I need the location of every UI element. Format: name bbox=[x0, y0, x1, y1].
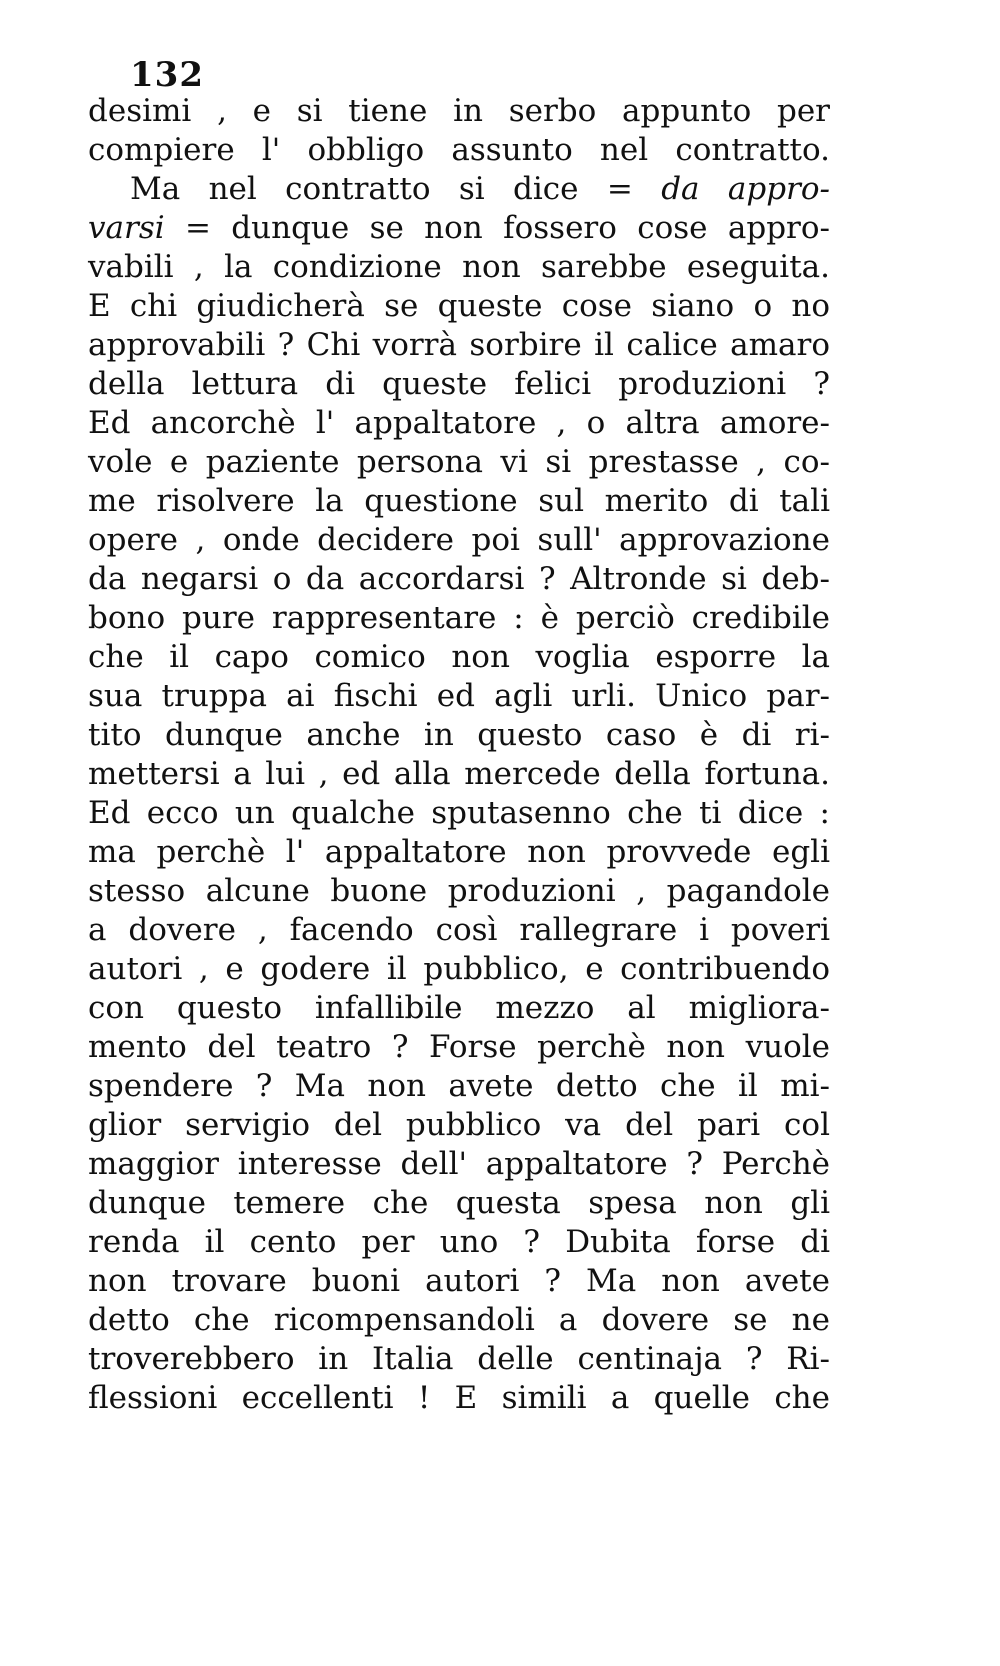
text-line: flessioni eccellenti ! E simili a quelle che bbox=[88, 1380, 830, 1416]
italic-phrase: da appro- bbox=[661, 171, 830, 207]
text-line: con questo infallibile mezzo al migliora- bbox=[88, 990, 830, 1026]
text-line: Ed ecco un qualche sputasenno che ti dice : bbox=[88, 795, 830, 831]
text-line: Ed ancorchè l' appaltatore , o altra amore- bbox=[88, 405, 830, 441]
text-line: me risolvere la questione sul merito di tali bbox=[88, 483, 830, 519]
text-line: mento del teatro ? Forse perchè non vuole bbox=[88, 1029, 830, 1065]
text-line: tito dunque anche in questo caso è di ri- bbox=[88, 717, 830, 753]
text-line: bono pure rappresentare : è perciò credibile bbox=[88, 600, 830, 636]
text-line: ma perchè l' appaltatore non provvede egli bbox=[88, 834, 830, 870]
text-line: approvabili ? Chi vorrà sorbire il calice amaro bbox=[88, 327, 830, 363]
text-line: che il capo comico non voglia esporre la bbox=[88, 639, 830, 675]
text-line: vole e paziente persona vi si prestasse , co- bbox=[88, 444, 830, 480]
text-line: dunque temere che questa spesa non gli bbox=[88, 1185, 830, 1221]
italic-phrase: varsi bbox=[88, 210, 165, 246]
text-line: Ma nel contratto si dice = da appro- bbox=[130, 171, 830, 207]
text-line: da negarsi o da accordarsi ? Altronde si deb- bbox=[88, 561, 830, 597]
text-line: opere , onde decidere poi sull' approvazione bbox=[88, 522, 830, 558]
text-line: glior servigio del pubblico va del pari col bbox=[88, 1107, 830, 1143]
text-line: autori , e godere il pubblico, e contribuendo bbox=[88, 951, 830, 987]
text-line: E chi giudicherà se queste cose siano o no bbox=[88, 288, 830, 324]
body-text bbox=[88, 92, 830, 1418]
page-number: 132 bbox=[130, 55, 204, 95]
text-line: spendere ? Ma non avete detto che il mi- bbox=[88, 1068, 830, 1104]
text-line: compiere l' obbligo assunto nel contratto. bbox=[88, 132, 830, 168]
text-line: sua truppa ai fischi ed agli urli. Unico par- bbox=[88, 678, 830, 714]
text-line: maggior interesse dell' appaltatore ? Perchè bbox=[88, 1146, 830, 1182]
text-line: stesso alcune buone produzioni , pagandole bbox=[88, 873, 830, 909]
text-line: desimi , e si tiene in serbo appunto per bbox=[88, 93, 830, 129]
text-line: non trovare buoni autori ? Ma non avete bbox=[88, 1263, 830, 1299]
text-line: varsi = dunque se non fossero cose appro- bbox=[88, 210, 830, 246]
text-line: a dovere , facendo così rallegrare i poveri bbox=[88, 912, 830, 948]
text-line: della lettura di queste felici produzioni ? bbox=[88, 366, 830, 402]
text-line: vabili , la condizione non sarebbe eseguita. bbox=[88, 249, 830, 285]
text-line: mettersi a lui , ed alla mercede della fortuna. bbox=[88, 756, 830, 792]
text-line: renda il cento per uno ? Dubita forse di bbox=[88, 1224, 830, 1260]
text-line: detto che ricompensandoli a dovere se ne bbox=[88, 1302, 830, 1338]
text-line: troverebbero in Italia delle centinaja ? Ri- bbox=[88, 1341, 830, 1377]
